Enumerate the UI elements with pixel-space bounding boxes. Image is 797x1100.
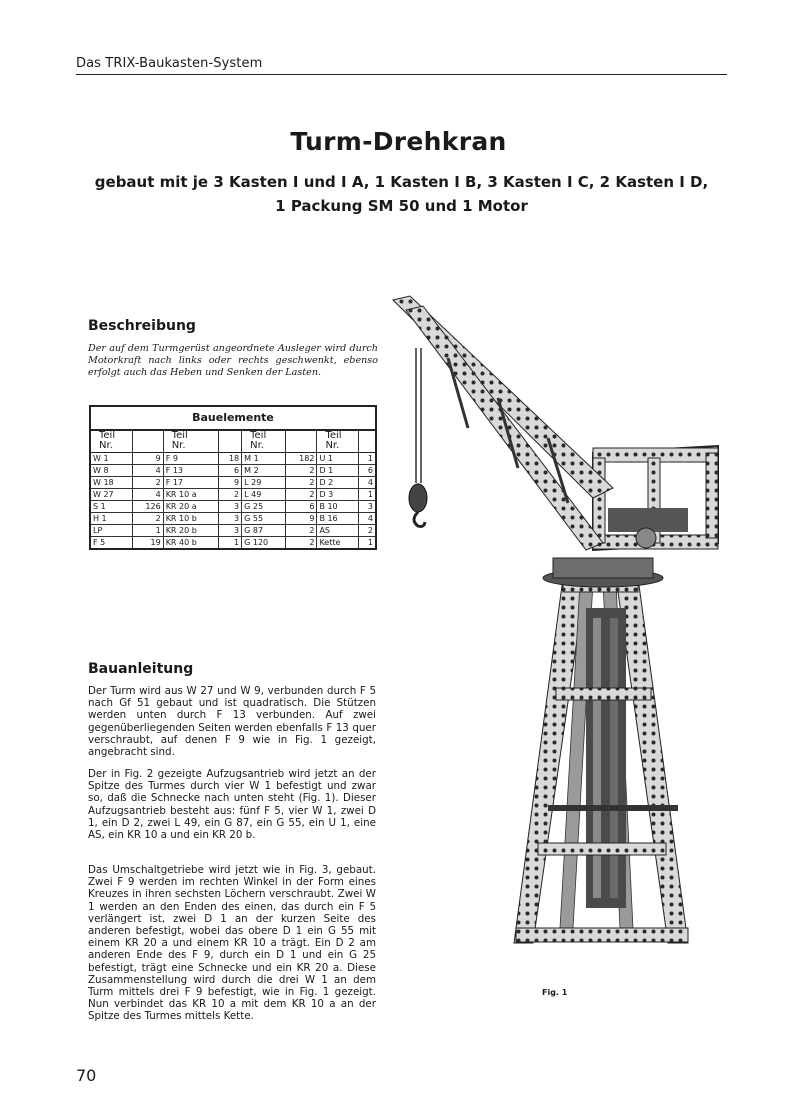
instructions-paragraph-2: Der in Fig. 2 gezeigte Aufzugsantrieb wird jetzt an der Spitze des Turmes durch vier W 1 befestigt und zwar so, daß die Schnecke nach unten steht (Fig. 1). Dieser Aufzugsantrieb besteht aus: fünf F 5, vier W 1, zwei D 1, ein D 2, zwei L 49, ein G 87, ein G 55, ein U 1, eine AS, ein KR 10 a und ein KR 20 b. [88,768,376,842]
part-id: KR 10 b [163,513,218,525]
part-quantity: 3 [358,501,376,513]
crane-illustration [388,288,738,980]
part-quantity: 2 [132,477,163,489]
part-id: W 18 [90,477,132,489]
part-quantity: 2 [286,465,317,477]
part-id: M 2 [242,465,286,477]
col-header: Teil Nr. [163,430,218,453]
part-id: KR 10 a [163,489,218,501]
parts-row [90,537,376,550]
part-id: KR 20 b [163,525,218,537]
part-id: M 1 [242,453,286,465]
part-quantity: 182 [286,453,317,465]
parts-row [90,501,376,513]
part-id: D 3 [317,489,358,501]
part-quantity: 126 [132,501,163,513]
part-id: Kette [317,537,358,550]
part-quantity: 6 [218,465,241,477]
part-id: W 27 [90,489,132,501]
parts-row [90,525,376,537]
parts-row [90,465,376,477]
part-id: AS [317,525,358,537]
parts-row [90,453,376,465]
part-quantity: 2 [286,489,317,501]
subtitle-line-1: gebaut mit je 3 Kasten I und I A, 1 Kasten I B, 3 Kasten I C, 2 Kasten I D, [94,173,709,191]
col-header: Teil Nr. [242,430,286,453]
parts-table [89,405,377,550]
part-quantity: 4 [358,477,376,489]
part-quantity: 3 [218,501,241,513]
col-header: Teil Nr. [317,430,358,453]
part-id: W 8 [90,465,132,477]
subtitle [76,170,727,218]
part-id: U 1 [317,453,358,465]
part-quantity: 1 [218,537,241,550]
part-id: F 13 [163,465,218,477]
part-quantity: 4 [132,465,163,477]
part-id: G 87 [242,525,286,537]
parts-row [90,477,376,489]
parts-row [90,513,376,525]
part-id: S 1 [90,501,132,513]
part-id: F 17 [163,477,218,489]
part-quantity: 18 [218,453,241,465]
part-quantity: 1 [358,489,376,501]
header-rule [76,74,727,75]
part-id: L 29 [242,477,286,489]
part-quantity: 2 [132,513,163,525]
part-id: L 49 [242,489,286,501]
part-quantity: 4 [132,489,163,501]
part-id: LP [90,525,132,537]
part-quantity: 3 [218,525,241,537]
part-quantity: 2 [286,537,317,550]
part-id: D 2 [317,477,358,489]
parts-row [90,489,376,501]
part-quantity: 2 [286,477,317,489]
instructions-paragraph-1: Der Turm wird aus W 27 und W 9, verbunden durch F 5 nach Gf 51 gebaut und ist quadratisch. Die Stützen werden unten durch F 13 verbunden. Auf zwei gegenüberliegenden Seiten werden ebenfalls F 13 quer verschraubt, auf denen F 9 wie in Fig. 1 gezeigt, angebracht sind. [88,685,376,759]
parts-table-header [90,430,376,453]
part-id: F 9 [163,453,218,465]
description-text: Der auf dem Turmgerüst angeordnete Ausleger wird durch Motorkraft nach links oder rechts geschwenkt, ebenso erfolgt auch das Heben und Senken der Lasten. [88,343,378,378]
part-quantity: 9 [286,513,317,525]
instructions-paragraph-3: Das Umschaltgetriebe wird jetzt wie in Fig. 3, gebaut. Zwei F 9 werden im rechten Winkel in der Form eines Kreuzes in ihren sechsten Löchern verschraubt. Zwei W 1 werden an den Enden des einen, das durch ein F 5 verlängert ist, zwei D 1 an der kurzen Seite des anderen befestigt, wobei das obere D 1 ein G 55 mit einem KR 20 a und einem KR 10 a trägt. Ein D 2 am anderen Ende des F 9, durch ein D 1 und ein G 25 befestigt, trägt eine Schnecke und ein KR 20 a. Diese Zusammenstellung wird durch die drei W 1 an dem Turm mittels drei F 9 befestigt, wie in Fig. 1 gezeigt. Nun verbindet das KR 10 a mit dem KR 10 a an der Spitze des Turmes mittels Kette. [88,864,376,1023]
part-id: B 16 [317,513,358,525]
col-header: Teil Nr. [90,430,132,453]
part-id: KR 20 a [163,501,218,513]
page-number: 70 [76,1066,97,1085]
part-quantity: 3 [218,513,241,525]
part-quantity: 2 [218,489,241,501]
figure-caption: Fig. 1 [542,988,568,997]
part-quantity: 1 [132,525,163,537]
part-id: B 10 [317,501,358,513]
subtitle-line-2: 1 Packung SM 50 und 1 Motor [275,197,528,215]
part-id: D 1 [317,465,358,477]
part-quantity: 6 [286,501,317,513]
part-id: KR 40 b [163,537,218,550]
part-id: H 1 [90,513,132,525]
parts-table-title: Bauelemente [90,406,376,430]
running-header: Das TRIX-Baukasten-System [76,56,263,71]
part-quantity: 6 [358,465,376,477]
part-quantity: 9 [132,453,163,465]
part-quantity: 4 [358,513,376,525]
part-quantity: 19 [132,537,163,550]
part-quantity: 2 [286,525,317,537]
part-quantity: 1 [358,453,376,465]
page-title: Turm-Drehkran [290,127,507,156]
description-heading: Beschreibung [88,318,196,334]
part-id: G 120 [242,537,286,550]
part-quantity: 9 [218,477,241,489]
part-quantity: 1 [358,537,376,550]
instructions-heading: Bauanleitung [88,661,194,677]
part-id: W 1 [90,453,132,465]
part-id: G 55 [242,513,286,525]
part-id: G 25 [242,501,286,513]
part-quantity: 2 [358,525,376,537]
part-id: F 5 [90,537,132,550]
